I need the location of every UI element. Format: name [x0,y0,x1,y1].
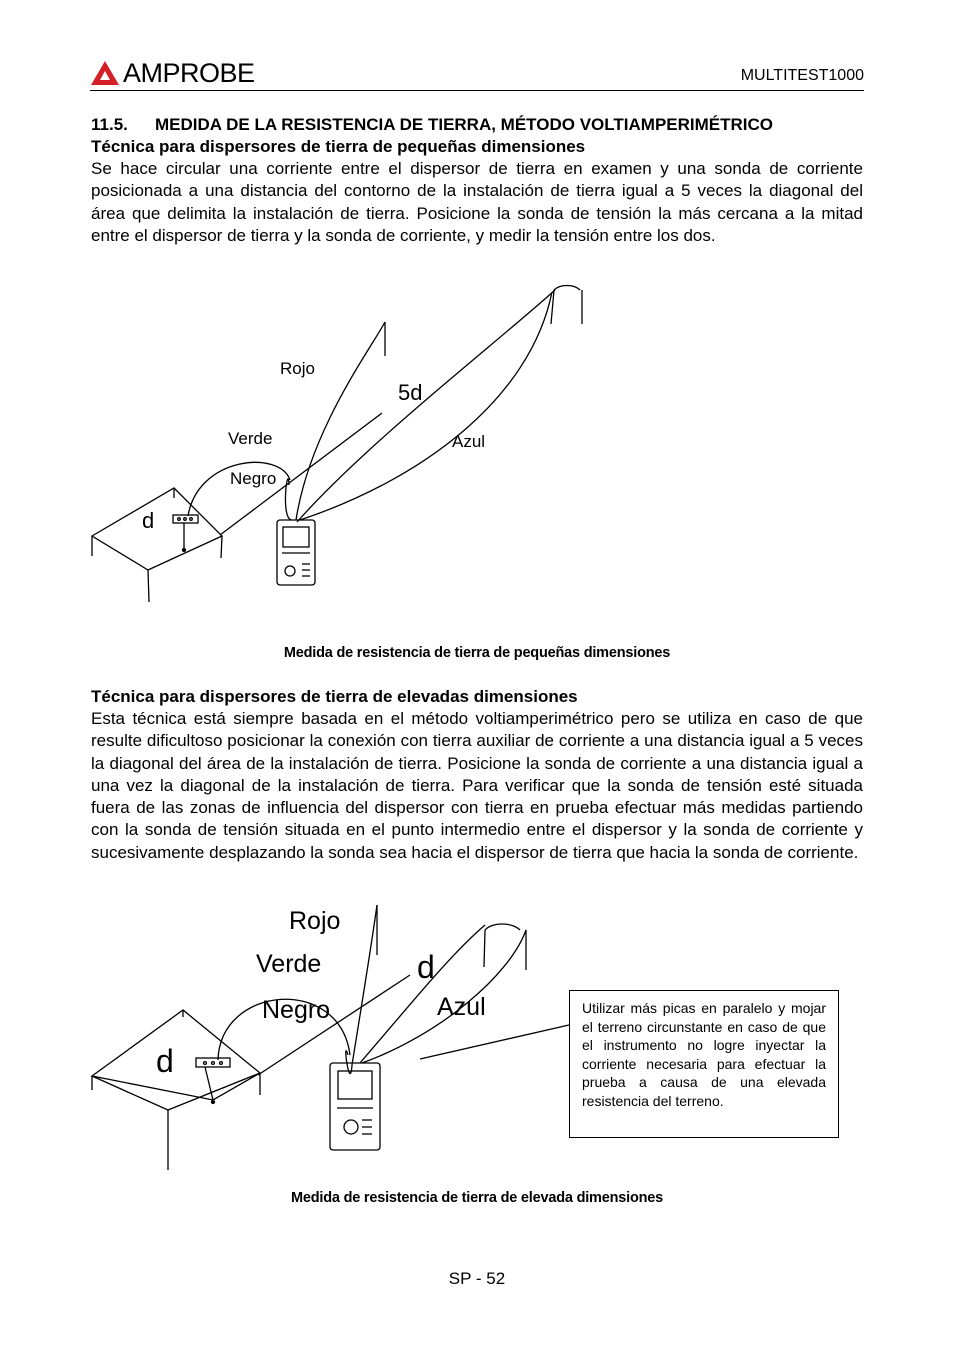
note-text: Utilizar más picas en paralelo y mojar el terreno circunstante en caso de que el instrumento no logre inyectar la corriente necesaria para efectuar la prueba a causa de una elevada resistencia del terreno. [582,1000,826,1109]
page-number: SP - 52 [448,1269,506,1288]
large-diagram-caption: Medida de resistencia de tierra de elevada dimensiones [291,1190,663,1206]
amprobe-triangle-icon [90,60,120,86]
large-technique-body: Esta técnica está siempre basada en el método voltiamperimétrico pero se utiliza en caso de que resulte dificultoso posicionar la conexión con tierra auxiliar de corriente a una distancia igual a 5 veces la diagonal del área de la instalación de tierra. Posicione la sonda de corriente a una distancia igual a una vez la diagonal de la instalación de tierra. Para verificar que la sonda de tensión esté situada fuera de las zonas de influencia del dispersor con tierra en prueba efectuar más medidas partiendo con la sonda de tensión situada en el punto intermedio entre el dispersor y la sonda de corriente y sucesivamente desplazando la sonda sea hacia el dispersor de tierra que hacia la sonda de corriente. [91,709,863,862]
label-negro: Negro [262,996,331,1024]
section-title-text: MEDIDA DE LA RESISTENCIA DE TIERRA, MÉTODO VOLTIAMPERIMÉTRICO [155,115,774,134]
page-header [90,54,864,91]
small-technique-heading: Técnica para dispersores de tierra de pequeñas dimensiones [91,137,586,156]
earth-grid-outline [92,1010,260,1100]
label-azul: Azul [437,993,486,1021]
note-pointer-line [420,1025,569,1059]
label-negro: Negro [230,469,277,488]
grid-connector [173,515,198,523]
label-5d: 5d [398,380,423,405]
label-d-diagonal: d [156,1043,174,1079]
small-diagram-caption: Medida de resistencia de tierra de pequeñas dimensiones [283,645,671,661]
section-title [91,115,773,135]
note-box [569,990,839,1138]
large-earth-diagram [80,895,570,1180]
model-name: MULTITEST1000 [740,67,864,84]
small-technique-body: Se hace circular una corriente entre el dispersor de tierra en examen y una sonda de corriente posicionada a una distancia del contorno de la instalación de tierra igual a 5 veces la diagonal del área que delimita la instalación de tierra. Posicione la sonda de tensión la más cercana a la mitad entre el dispersor de tierra y la sonda de corriente, y medir la tensión entre los dos. [91,159,863,245]
label-rojo: Rojo [289,907,341,935]
earth-grid-outline [92,488,222,570]
label-rojo: Rojo [280,359,315,378]
label-verde: Verde [256,950,322,978]
grid-connector [196,1058,230,1067]
brand-name: AMPROBE [123,58,255,88]
brand-logo [90,58,255,88]
label-d: d [142,508,155,533]
section-number: 11.5. [91,115,128,134]
label-azul: Azul [452,432,486,451]
large-technique-heading: Técnica para dispersores de tierra de elevadas dimensiones [91,687,578,706]
small-earth-diagram [80,280,640,620]
label-d-distance: d [417,949,435,985]
label-verde: Verde [228,429,273,448]
